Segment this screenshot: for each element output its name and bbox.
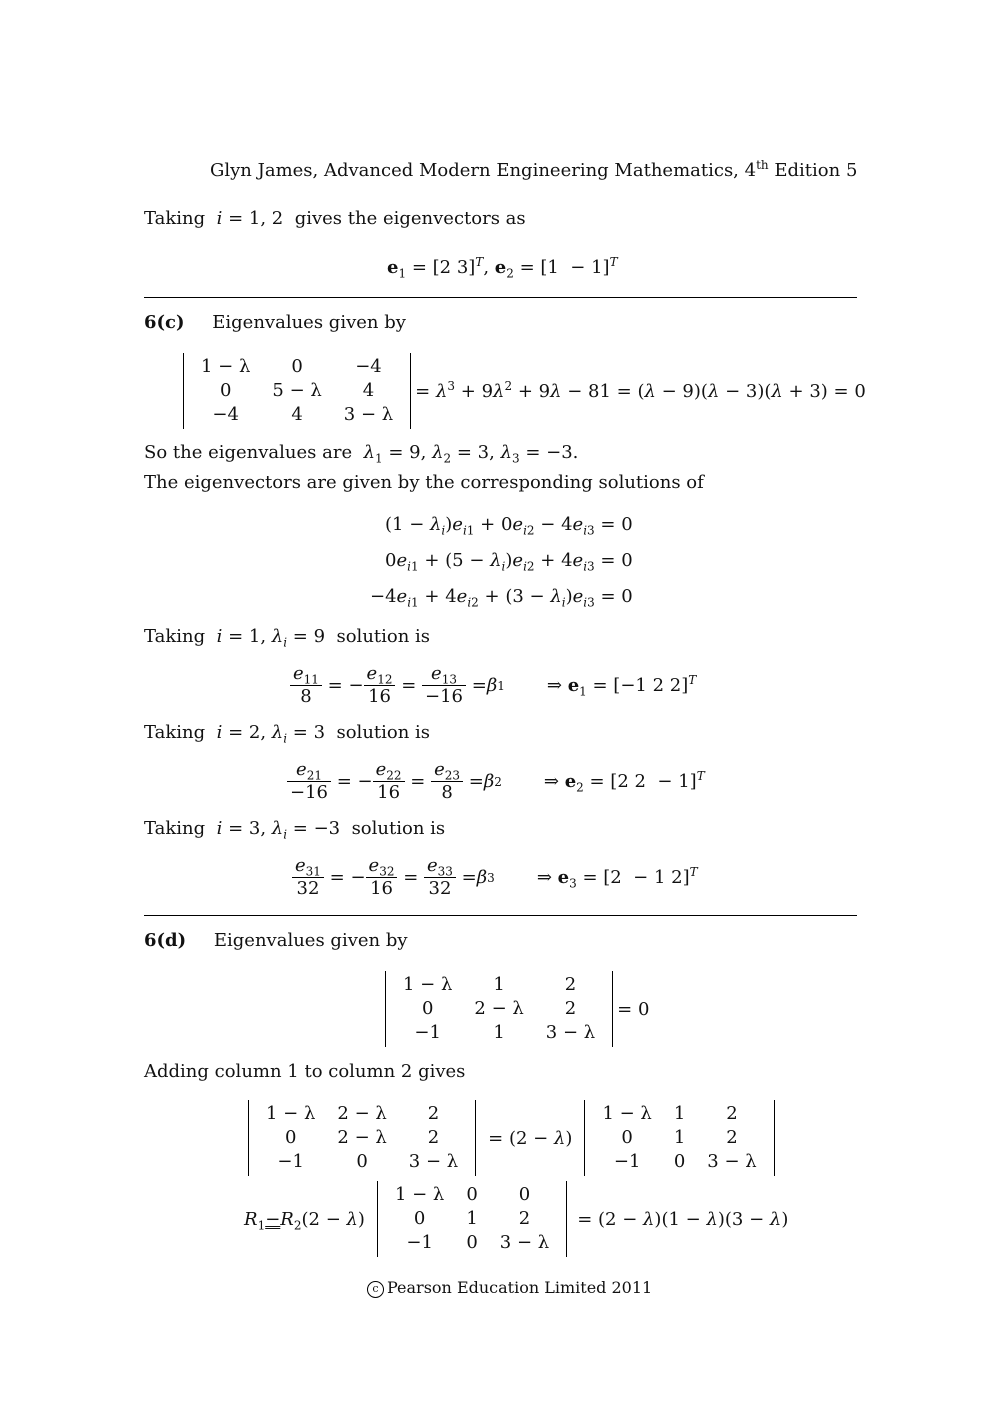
- header-sup: th: [756, 158, 769, 172]
- det-cell: −4: [355, 356, 382, 377]
- determinant-6d: [385, 971, 613, 1047]
- system-eq-2: $0e_{i1} + (5 - \lambda_i)e_{i2} + 4e_{i3} = 0$: [385, 550, 633, 574]
- text-solution: solution is: [336, 722, 431, 743]
- det-cell: 1: [493, 1022, 505, 1043]
- det-cell: −1: [277, 1151, 304, 1172]
- det-cell: 2 − λ: [337, 1127, 387, 1148]
- det-cell: 3 − λ: [545, 1022, 596, 1043]
- system-eq-3: $-4e_{i1} + 4e_{i2} + (3 - \lambda_i)e_{i3} = 0$: [370, 586, 633, 610]
- taking-i1: [144, 626, 431, 650]
- solution-i3: $\frac{e_{31}}{32}$ = − $\frac{e_{32}}{16}$ = $\frac{e_{33}}{32}$ = β 3 ⇒ $e_3 = [2 - 1$ 2]$^T$: [292, 856, 698, 899]
- section-6c: [144, 312, 406, 333]
- eq-eigenvectors-top: $e_1 = [2$ 3]$^T$, $e_2 = [1 - 1]^T$: [387, 255, 618, 281]
- det-cell: 5 − λ: [272, 380, 322, 401]
- det-cell: 2: [564, 998, 577, 1019]
- det-cell: 0: [219, 380, 232, 401]
- text-taking: Taking: [144, 722, 206, 743]
- det-cell: 2 − λ: [337, 1103, 387, 1124]
- det-cell: 3 − λ: [408, 1151, 459, 1172]
- det-cell: 0: [413, 1208, 426, 1229]
- section-6d-intro: Eigenvalues given by: [213, 930, 408, 951]
- adding-columns: Adding column 1 to column 2 gives: [144, 1061, 466, 1082]
- system-eq-1: $(1 - \lambda_i)e_{i1} + 0e_{i2} - 4e_{i3} = 0$: [385, 514, 633, 538]
- det-cell: 0: [421, 998, 434, 1019]
- det-cell: 2: [518, 1208, 531, 1229]
- det-cell: 2 − λ: [474, 998, 524, 1019]
- footer-text: Pearson Education Limited 2011: [387, 1278, 653, 1297]
- det-cell: 1: [466, 1208, 478, 1229]
- divider: [144, 915, 857, 916]
- divider: [144, 297, 857, 298]
- det-cell: 1 − λ: [403, 974, 453, 995]
- det-cell: 4: [291, 404, 303, 425]
- det-cell: 1 − λ: [602, 1103, 652, 1124]
- det-cell: −1: [406, 1232, 433, 1253]
- det-cell: 0: [291, 356, 303, 377]
- det-cell: 2: [564, 974, 577, 995]
- section-label-6d: 6(d): [144, 930, 187, 951]
- copyright-icon: c: [367, 1281, 384, 1298]
- det-cell: −1: [613, 1151, 641, 1172]
- taking-i3: [144, 818, 446, 842]
- det-cell: 2: [726, 1103, 738, 1124]
- text-eigvec: gives the eigenvectors as: [294, 208, 526, 229]
- determinant-row-reduced: [377, 1181, 567, 1257]
- det-cell: 3 − λ: [343, 404, 394, 425]
- math-i1: i = 1, $\lambda_i = 9$: [216, 626, 331, 650]
- det-cell: 2: [427, 1103, 440, 1124]
- eq-characteristic-6c: [183, 353, 866, 429]
- taking-i2: [144, 722, 431, 746]
- det-cell: −4: [212, 404, 239, 425]
- det-cell: 2: [427, 1127, 440, 1148]
- math-i3: i = 3, $\lambda_i = -3$: [216, 818, 346, 842]
- det-cell: 0: [466, 1232, 478, 1253]
- det-cell: 1: [673, 1127, 686, 1148]
- det-cell: 1: [493, 974, 505, 995]
- det-cell: 0: [621, 1127, 633, 1148]
- eigenvalues-line: [144, 442, 579, 466]
- footer: [367, 1278, 652, 1298]
- text-taking: Taking: [144, 208, 206, 229]
- det-cell: 0: [466, 1184, 478, 1205]
- det-cell: 0: [673, 1151, 686, 1172]
- section-6c-intro: Eigenvalues given by: [212, 312, 406, 333]
- page-header: [210, 160, 840, 181]
- determinant-6c: [183, 353, 411, 429]
- det-cell: 3 − λ: [707, 1151, 757, 1172]
- eigvec-intro: The eigenvectors are given by the corresponding solutions of: [144, 472, 704, 493]
- det-cell: 0: [284, 1127, 297, 1148]
- det-cell: 2: [726, 1127, 738, 1148]
- determinant-factored: [584, 1100, 774, 1176]
- det-cell: 1 − λ: [201, 356, 251, 377]
- det-cell: 1: [673, 1103, 686, 1124]
- math-i12: i = 1, 2: [216, 208, 289, 229]
- det-cell: 0: [518, 1184, 531, 1205]
- det-cell: 0: [356, 1151, 368, 1172]
- det-cell: −1: [414, 1022, 441, 1043]
- eq-row-op: $R_1-R_2(2 - \lambda)$ 1 − λ 0 0 0 1 2 −1 0 3 − λ = (2 − λ)(1 − λ)(3 − λ): [244, 1181, 788, 1257]
- det-cell: 1 − λ: [394, 1184, 445, 1205]
- header-title: Glyn James, Advanced Modern Engineering Mathematics, 4: [210, 160, 757, 181]
- text-solution: solution is: [351, 818, 446, 839]
- det-cell: 4: [362, 380, 375, 401]
- det-cell: 1 − λ: [266, 1103, 316, 1124]
- text-solution: solution is: [336, 626, 431, 647]
- solution-i2: $\frac{e_{21}}{-16}$ = − $\frac{e_{22}}{16}$ = $\frac{e_{23}}{8}$ = β 2 ⇒ $e_2 = [2$ 2 − 1]$^T$: [287, 760, 705, 803]
- paragraph-top: [144, 208, 526, 229]
- det-cell: 3 − λ: [499, 1232, 550, 1253]
- eq-column-op: 1 − λ 2 − λ 2 0 2 − λ 2 −1 0 3 − λ = (2 − λ) 1 − λ 1 2 0 1 2 −1 0 3 − λ: [248, 1100, 775, 1176]
- section-label-6c: 6(c): [144, 312, 185, 333]
- text-taking: Taking: [144, 818, 206, 839]
- text-taking: Taking: [144, 626, 206, 647]
- math-i2: i = 2, $\lambda_i = 3$: [216, 722, 331, 746]
- determinant-col-added: [248, 1100, 476, 1176]
- characteristic-poly: = $\lambda^3 + 9\lambda^2 + 9\lambda - 81 = (\lambda - 9)(\lambda - 3)(\lambda + 3) = 0$: [415, 378, 866, 402]
- section-6d: [144, 930, 408, 951]
- header-edition: Edition: [774, 160, 841, 181]
- eq-characteristic-6d: 1 − λ 1 2 0 2 − λ 2 −1 1 3 − λ = 0: [385, 971, 649, 1047]
- solution-i1: $\frac{e_{11}}{8}$ = − $\frac{e_{12}}{16}$ = $\frac{e_{13}}{-16}$ = β 1 ⇒ $e_1 = [-1$ 2 2]$^T$: [290, 664, 696, 707]
- text-so: So the eigenvalues are: [144, 442, 353, 463]
- math-eigenvalues: $\lambda_1 = 9$, $\lambda_2 = 3$, $\lambda_3 = -3$.: [363, 442, 579, 466]
- page-number: 5: [846, 160, 858, 181]
